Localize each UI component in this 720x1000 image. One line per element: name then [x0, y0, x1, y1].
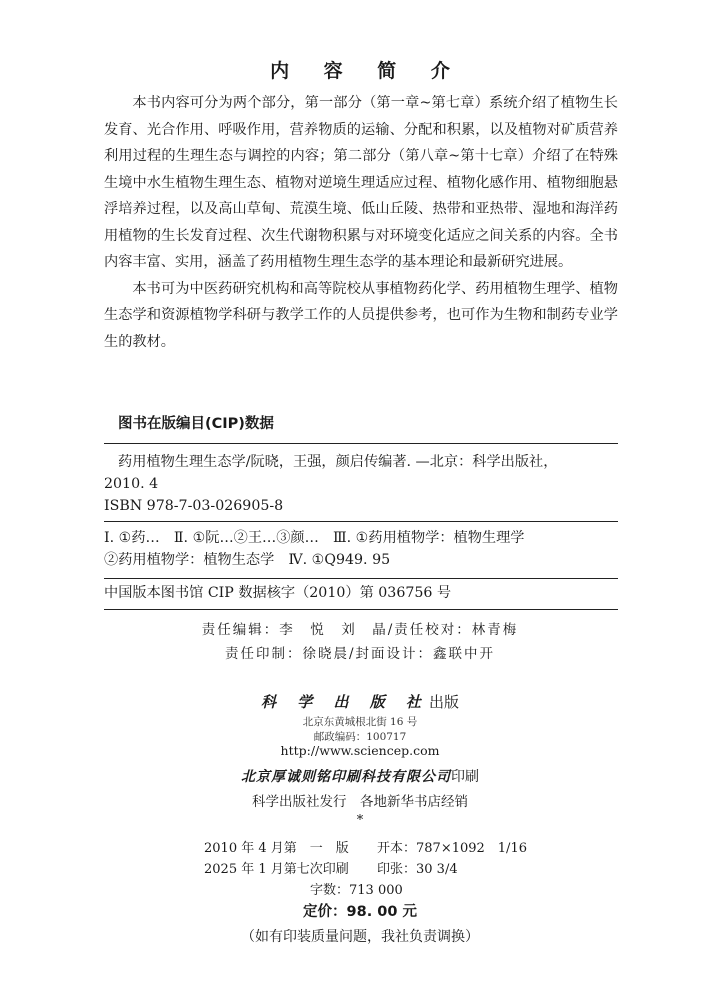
publisher-suffix: 出版: [428, 693, 459, 711]
publisher-postcode: 邮政编码：100717: [313, 731, 407, 743]
quality-note: （如有印装质量问题，我社负责调换）: [241, 929, 479, 945]
publisher-url: http://www.sciencep.com: [280, 743, 440, 758]
publisher-line: [0, 691, 720, 712]
cip-classification: ②药用植物学：植物生态学 Ⅳ. ①Q949. 95: [104, 552, 391, 568]
distribution-line: 科学出版社发行 各地新华书店经销: [252, 794, 468, 810]
divider: [104, 609, 618, 610]
cip-isbn: ISBN 978-7-03-026905-8: [104, 498, 284, 514]
sheets-line: 印张：30 3/4: [377, 862, 458, 877]
printer-suffix: 印刷: [451, 769, 479, 785]
page-title: 内 容 简 介: [270, 60, 464, 82]
intro-body: [104, 90, 618, 355]
cip-classification: Ⅰ. ①药… Ⅱ. ①阮…②王…③颜… Ⅲ. ①药用植物学：植物生理学: [104, 530, 525, 546]
production-credits: 责任印制：徐晓晨/封面设计：鑫联中开: [224, 646, 496, 662]
editor-credits: 责任编辑：李 悦 刘 晶/责任校对：林青梅: [201, 622, 519, 638]
printer-name: 北京厚诚则铭印刷科技有限公司: [241, 769, 451, 785]
wordcount-line: 字数：713 000: [310, 883, 403, 898]
cip-record-number: 中国版本图书馆 CIP 数据核字（2010）第 036756 号: [104, 585, 452, 601]
publisher-name: 科 学 出 版 社: [261, 693, 429, 711]
price-line: 定价：98. 00 元: [303, 904, 417, 920]
printer-line: [0, 766, 720, 786]
divider: [104, 521, 618, 522]
cip-date-line: 2010. 4: [104, 476, 159, 492]
divider: [104, 443, 618, 444]
divider: [104, 578, 618, 579]
intro-paragraph: 本书可为中医药研究机构和高等院校从事植物药化学、药用植物生理学、植物生态学和资源植物学科研与教学工作的人员提供参考，也可作为生物和制药专业学生的教材。: [104, 280, 618, 350]
publisher-address: 北京东黄城根北街 16 号: [302, 716, 418, 728]
printing-line: 2025 年 1 月第七次印刷: [204, 862, 349, 877]
edition-line: 2010 年 4 月第 一 版: [204, 841, 349, 856]
cip-title-line: 药用植物生理生态学/阮晓，王强，颜启传编著. —北京：科学出版社，: [118, 454, 558, 470]
intro-paragraph: 本书内容可分为两个部分，第一部分（第一章~第七章）系统介绍了植物生长发育、光合作用、呼吸作用，营养物质的运输、分配和积累，以及植物对矿质营养利用过程的生理生态与调控的内容；第二部分（第八章~第十七章）介绍了在特殊生境中水生植物生理生态、植物对逆境生理适应过程、植物化感作用、植物细胞悬浮培养过程，以及高山草甸、荒漠生境、低山丘陵、热带和亚热带、湿地和海洋药用植物的生长发育过程、次生代谢物积累与对环境变化适应之间关系的内容。全书内容丰富、实用，涵盖了药用植物生理生态学的基本理论和最新研究进展。: [104, 95, 618, 270]
separator-star: *: [356, 813, 364, 828]
cip-heading: 图书在版编目(CIP)数据: [118, 416, 274, 432]
format-line: 开本：787×1092 1/16: [377, 841, 527, 856]
